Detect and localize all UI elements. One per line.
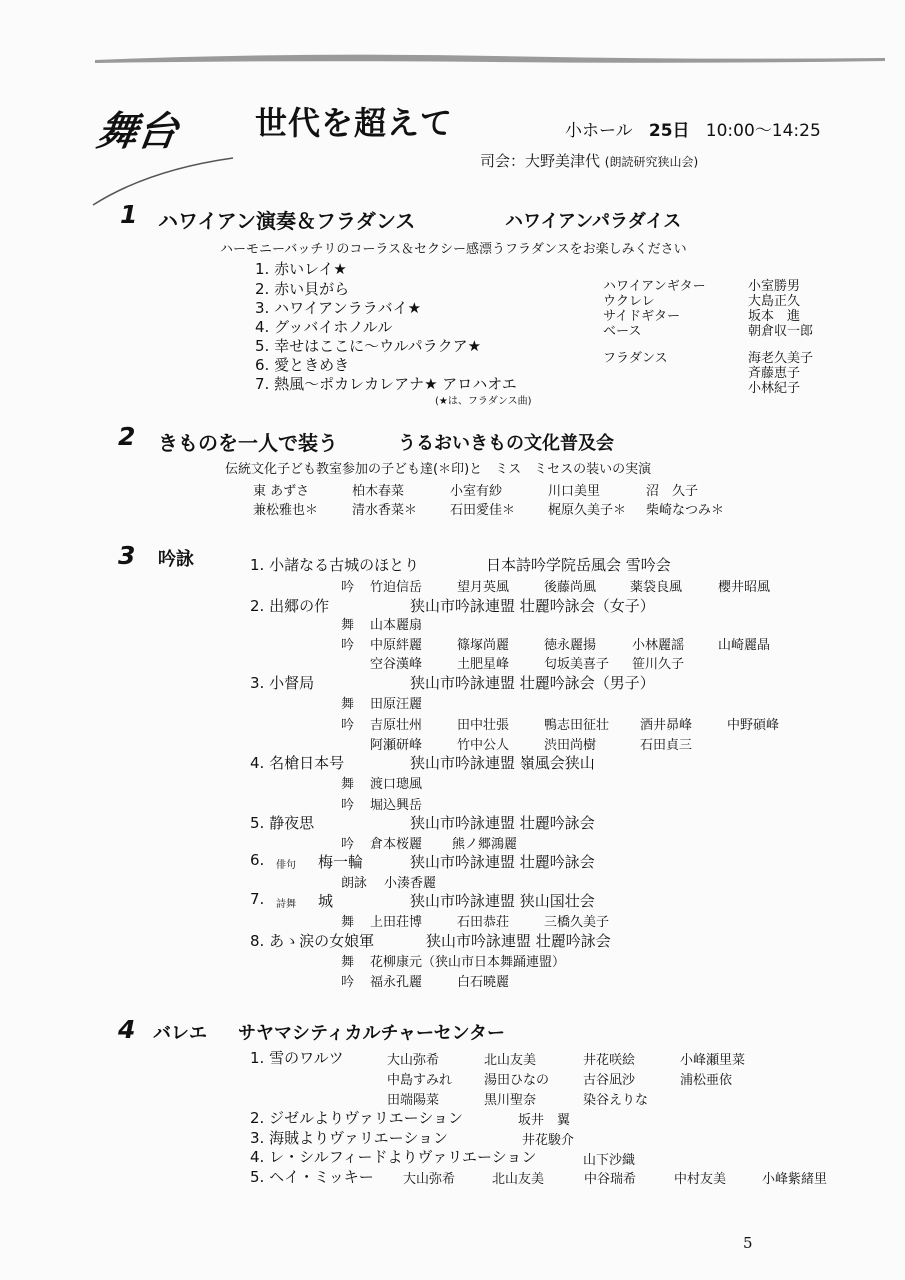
- role-mark: 吟: [341, 837, 355, 852]
- program-item: 梅一輪: [318, 853, 364, 871]
- role-mark: 舞: [341, 915, 355, 930]
- dancer-name: 古谷凪沙: [583, 1073, 636, 1088]
- dancer-name: 井花咲絵: [583, 1053, 636, 1068]
- day: 25日: [648, 121, 690, 141]
- role-mark: 吟: [341, 638, 355, 653]
- program-item: 5. 静夜思: [250, 814, 315, 832]
- performer-name: 櫻井昭風: [718, 580, 771, 595]
- performer-name: 三橋久美子: [544, 915, 610, 930]
- performer-name: 徳永麗揚: [544, 638, 597, 653]
- time: 10:00〜14:25: [705, 121, 821, 141]
- program-group: 狭山市吟詠連盟 壮麗吟詠会: [410, 814, 595, 832]
- role-mark: 吟: [341, 975, 355, 990]
- dancer-name: 北山友美: [484, 1053, 537, 1068]
- performer-name: 田原汪麗: [370, 697, 423, 712]
- performer-name: 小林麗謡: [632, 638, 685, 653]
- performer-name: 田中壮張: [457, 718, 510, 733]
- dancer-name: 井花駿介: [522, 1133, 575, 1148]
- brush-swash-decoration: [88, 150, 238, 210]
- performer-name: 小湊香麗: [384, 876, 437, 891]
- role-mark: 舞: [341, 777, 355, 792]
- program-item-number: 6.: [250, 851, 265, 869]
- performer-name: 中野碩峰: [727, 718, 780, 733]
- performer-name: 石田貞三: [640, 738, 693, 753]
- performer-name: 白石曉麗: [457, 975, 510, 990]
- program-item: 城: [318, 892, 334, 910]
- dancer-name: 中村友美: [674, 1172, 727, 1187]
- program-group: 狭山市吟詠連盟 壮麗吟詠会: [410, 853, 595, 871]
- program-item: 3. 小督局: [250, 674, 315, 692]
- dancer-name: 小峰紫緒里: [762, 1172, 828, 1187]
- participant-name: 柏木春菜: [352, 484, 405, 499]
- section-2-title: きものを一人で装う: [158, 431, 338, 455]
- section-3-title: 吟詠: [158, 549, 194, 570]
- host-info: [480, 150, 698, 171]
- role-label: ハワイアンギター: [603, 279, 706, 294]
- program-group: 狭山市吟詠連盟 壮麗吟詠会: [426, 932, 611, 950]
- section-3-number: 3: [118, 541, 136, 570]
- section-2-group: うるおいきもの文化普及会: [398, 433, 614, 454]
- program-item: 8. あゝ涙の女娘軍: [250, 932, 375, 950]
- performer-name: 望月英風: [457, 580, 510, 595]
- dancer-name: 坂井 翼: [518, 1113, 571, 1128]
- performer-name: 渡口璁風: [370, 777, 423, 792]
- dancer-name: 大山弥希: [387, 1053, 440, 1068]
- stage-heading: 舞台: [94, 108, 181, 155]
- participant-name: 小室有紗: [450, 484, 503, 499]
- program-group: 狭山市吟詠連盟 壮麗吟詠会（男子）: [410, 674, 655, 692]
- role-mark: 舞: [341, 955, 355, 970]
- dancer-name: 中谷瑞希: [584, 1172, 637, 1187]
- section-4-number: 4: [118, 1015, 136, 1044]
- dancer-name: 浦松亜依: [680, 1073, 733, 1088]
- role-mark: 吟: [341, 798, 355, 813]
- performer-name: 花柳康元（狭山市日本舞踊連盟）: [370, 955, 566, 970]
- performer-name: 空谷漢峰: [370, 657, 423, 672]
- performer-name: 石田恭荘: [457, 915, 510, 930]
- song-item: 7. 熱風〜ポカレカレアナ★ アロハオエ: [255, 375, 517, 393]
- section-1-note: (★は、フラダンス曲): [435, 396, 532, 407]
- role-mark: 舞: [341, 618, 355, 633]
- performer-name: 薬袋良風: [630, 580, 683, 595]
- program-item: 5. ヘイ・ミッキー: [250, 1168, 374, 1186]
- role-mark: 吟: [341, 580, 355, 595]
- song-item: 2. 赤い貝がら: [255, 280, 350, 298]
- performer-name: 倉本桜麗: [370, 837, 423, 852]
- song-item: 3. ハワイアンララバイ★: [255, 299, 422, 317]
- dancer-name: 田端陽菜: [387, 1093, 440, 1108]
- performer-name: 山崎麗晶: [718, 638, 771, 653]
- section-1-number: 1: [120, 200, 138, 229]
- program-genre: 俳句: [276, 860, 296, 871]
- section-4-title: バレエ: [153, 1023, 207, 1044]
- section-1-description: ハーモニーバッチリのコーラス＆セクシー感漂うフラダンスをお楽しみください: [220, 242, 687, 257]
- song-item: 4. グッバイホノルル: [255, 318, 393, 336]
- member-name: 朝倉収一郎: [748, 324, 814, 339]
- dancer-name: 湯田ひなの: [484, 1073, 550, 1088]
- participant-name: 川口美里: [548, 484, 601, 499]
- performer-name: 後藤尚風: [544, 580, 597, 595]
- performer-name: 酒井昴峰: [640, 718, 693, 733]
- performer-name: 篠塚尚麗: [457, 638, 510, 653]
- role-label: ベース: [603, 324, 642, 339]
- program-group: 狭山市吟詠連盟 嶺風会狭山: [410, 754, 595, 772]
- role-label: サイドギター: [603, 309, 680, 324]
- page-number: 5: [743, 1234, 753, 1252]
- page-title: 世代を超えて: [255, 104, 454, 142]
- brush-stroke-decoration: [95, 52, 885, 66]
- performer-name: 鴨志田征壮: [544, 718, 610, 733]
- venue: 小ホール: [565, 121, 633, 141]
- participant-name: 柴崎なつみ＊: [646, 503, 725, 518]
- member-name: 小林紀子: [748, 381, 801, 396]
- program-item: 2. ジゼルよりヴァリエーション: [250, 1109, 464, 1127]
- program-item-number: 7.: [250, 890, 265, 908]
- program-group: 狭山市吟詠連盟 狭山国壮会: [410, 892, 595, 910]
- dancer-name: 北山友美: [492, 1172, 545, 1187]
- participant-name: 兼松雅也＊: [253, 503, 319, 518]
- member-name: 坂本 進: [748, 309, 801, 324]
- dancer-name: 黒川聖奈: [484, 1093, 537, 1108]
- program-item: 1. 雪のワルツ: [250, 1049, 344, 1067]
- dancer-name: 中島すみれ: [387, 1073, 453, 1088]
- participant-name: 梶原久美子＊: [548, 503, 627, 518]
- performer-name: 中原絆麗: [370, 638, 423, 653]
- member-name: 大島正久: [748, 294, 801, 309]
- section-1-title: ハワイアン演奏＆フラダンス: [158, 209, 416, 233]
- program-item: 1. 小諸なる古城のほとり: [250, 556, 420, 574]
- program-group: 狭山市吟詠連盟 壮麗吟詠会（女子）: [410, 597, 655, 615]
- member-name: 海老久美子: [748, 351, 814, 366]
- song-item: 1. 赤いレイ★: [255, 260, 347, 278]
- dancer-name: 染谷えりな: [583, 1093, 649, 1108]
- performer-name: 福永孔麗: [370, 975, 423, 990]
- program-group: 日本詩吟学院岳風会 雪吟会: [486, 556, 671, 574]
- participant-name: 石田愛佳＊: [450, 503, 516, 518]
- participant-name: 東 あずさ: [253, 484, 310, 499]
- member-name: 小室勝男: [748, 279, 801, 294]
- program-genre: 詩舞: [276, 899, 296, 910]
- dancer-name: 大山弥希: [403, 1172, 456, 1187]
- dancer-name: 山下沙織: [583, 1153, 636, 1168]
- program-item: 3. 海賊よりヴァリエーション: [250, 1129, 449, 1147]
- venue-info: [565, 116, 821, 141]
- performer-name: 笹川久子: [632, 657, 685, 672]
- song-item: 5. 幸せはここに〜ウルパラクア★: [255, 337, 482, 355]
- role-mark: 舞: [341, 697, 355, 712]
- program-item: 2. 出郷の作: [250, 597, 330, 615]
- role-mark: 吟: [341, 718, 355, 733]
- performer-name: 匂坂美喜子: [544, 657, 610, 672]
- section-2-number: 2: [118, 422, 136, 451]
- section-4-group: サヤマシティカルチャーセンター: [238, 1023, 505, 1044]
- role-label: ウクレレ: [603, 294, 655, 309]
- member-name: 斉藤恵子: [748, 366, 801, 381]
- role-mark: 朗詠: [341, 876, 368, 891]
- song-item: 6. 愛ときめき: [255, 356, 350, 374]
- performer-name: 阿瀬研峰: [370, 738, 423, 753]
- performer-name: 土肥星峰: [457, 657, 510, 672]
- section-1-group: ハワイアンパラダイス: [505, 211, 682, 232]
- host-label: 司会：大野美津代: [480, 152, 601, 170]
- dancer-name: 小峰瀬里菜: [680, 1053, 746, 1068]
- program-item: 4. レ・シルフィードよりヴァリエーション: [250, 1148, 537, 1166]
- performer-name: 堀込興岳: [370, 798, 423, 813]
- section-2-description: 伝統文化子ども教室参加の子ども達(＊印)と ミス ミセスの装いの実演: [225, 462, 652, 477]
- participant-name: 清水香菜＊: [352, 503, 418, 518]
- participant-name: 沼 久子: [646, 484, 699, 499]
- performer-name: 山本麗扇: [370, 618, 423, 633]
- program-item: 4. 名槍日本号: [250, 754, 345, 772]
- performer-name: 熊ノ郷鴻麗: [452, 837, 518, 852]
- performer-name: 竹中公人: [457, 738, 510, 753]
- performer-name: 渋田尚樹: [544, 738, 597, 753]
- host-org: (朗読研究狭山会): [604, 155, 699, 169]
- performer-name: 上田荘博: [370, 915, 423, 930]
- performer-name: 竹迫信岳: [370, 580, 423, 595]
- role-label: フラダンス: [603, 351, 668, 366]
- performer-name: 吉原壮州: [370, 718, 423, 733]
